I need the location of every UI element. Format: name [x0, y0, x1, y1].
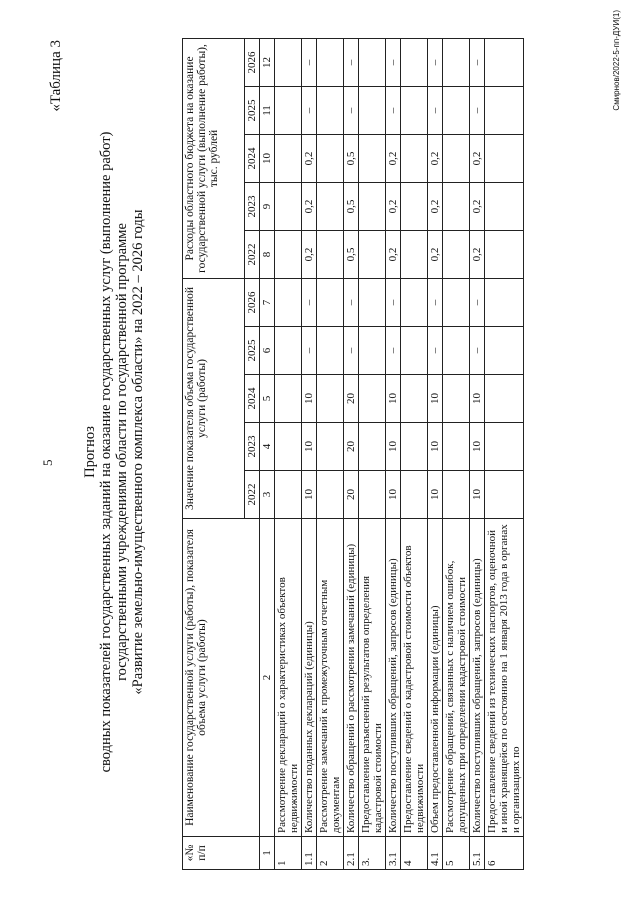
indicator-value: 10: [428, 423, 443, 471]
indicator-value: [401, 423, 428, 471]
expense-value: 0,2: [302, 230, 317, 278]
column-index: 11: [260, 86, 275, 134]
expense-value: 0,2: [428, 230, 443, 278]
table-row: [344, 38, 359, 869]
indicator-value: –: [344, 327, 359, 375]
row-name: Количество поданных деклараций (единицы): [302, 519, 317, 837]
expense-value: [317, 182, 344, 230]
indicator-value: 10: [386, 423, 401, 471]
expense-value: 0,5: [344, 182, 359, 230]
heading-line: «Развитие земельно-имущественного комплекса области» на 2022 – 2026 годы: [130, 209, 146, 695]
table-row: [401, 38, 428, 869]
expense-value: 0,2: [470, 182, 485, 230]
column-index: 3: [260, 471, 275, 519]
expense-value: 0,2: [386, 182, 401, 230]
row-name: Количество обращений о рассмотрении замечаний (единицы): [344, 519, 359, 837]
expense-value: –: [302, 38, 317, 86]
indicator-value: 10: [302, 375, 317, 423]
table-row: [470, 38, 485, 869]
expense-value: 0,2: [386, 230, 401, 278]
expense-value: [443, 86, 470, 134]
row-name: Объем предоставленной информации (единицы): [428, 519, 443, 837]
expense-value: –: [470, 86, 485, 134]
expense-value: [401, 182, 428, 230]
col-header-indicator: Значение показателя объема государственной услуги (работы): [183, 278, 245, 518]
indicator-value: [485, 375, 524, 423]
expense-value: [443, 230, 470, 278]
expense-value: [485, 230, 524, 278]
index-row: [260, 38, 275, 869]
row-number: 5: [443, 837, 470, 870]
indicator-value: 20: [344, 375, 359, 423]
expense-value: [443, 38, 470, 86]
expense-value: 0,5: [344, 230, 359, 278]
indicator-value: [443, 278, 470, 326]
expense-value: [317, 38, 344, 86]
indicator-value: 20: [344, 423, 359, 471]
indicator-value: –: [470, 278, 485, 326]
indicator-value: [401, 471, 428, 519]
expense-value: [401, 86, 428, 134]
table-row: [443, 38, 470, 869]
column-index: 8: [260, 230, 275, 278]
year-header: 2023: [245, 182, 260, 230]
indicator-value: [317, 327, 344, 375]
indicator-value: [485, 278, 524, 326]
table-row: [359, 38, 386, 869]
column-index: 6: [260, 327, 275, 375]
indicator-value: 10: [302, 471, 317, 519]
indicator-value: –: [344, 278, 359, 326]
indicator-value: [485, 423, 524, 471]
expense-value: [359, 230, 386, 278]
expense-value: –: [344, 38, 359, 86]
indicator-value: [485, 327, 524, 375]
indicator-value: [359, 471, 386, 519]
expense-value: [443, 134, 470, 182]
expense-value: [317, 230, 344, 278]
column-index: 9: [260, 182, 275, 230]
indicator-value: [443, 375, 470, 423]
row-number: 3.: [359, 837, 386, 870]
expense-value: [401, 38, 428, 86]
expense-value: [485, 182, 524, 230]
expense-value: [275, 182, 302, 230]
indicator-value: [359, 327, 386, 375]
row-name: Предоставление сведений из технических паспортов, оценочной и иной хранящейся по состоянию на 1 января 2013 года в органах и организациях по: [485, 519, 524, 837]
indicator-value: 20: [344, 471, 359, 519]
indicator-value: [275, 327, 302, 375]
indicator-value: [359, 375, 386, 423]
indicator-value: [401, 278, 428, 326]
expense-value: [401, 230, 428, 278]
expense-value: –: [386, 38, 401, 86]
indicator-value: [275, 471, 302, 519]
indicator-value: [401, 375, 428, 423]
table-row: [485, 38, 524, 869]
indicator-value: [275, 423, 302, 471]
indicator-value: [275, 278, 302, 326]
year-header: 2022: [245, 230, 260, 278]
indicator-value: –: [470, 327, 485, 375]
page-number: 5: [40, 459, 55, 466]
expense-value: –: [386, 86, 401, 134]
expense-value: 0,2: [302, 134, 317, 182]
indicator-value: –: [428, 278, 443, 326]
row-name: Рассмотрение деклараций о характеристиках объектов недвижимости: [275, 519, 302, 837]
year-header: 2024: [245, 134, 260, 182]
row-number: 1: [275, 837, 302, 870]
column-index: 2: [260, 519, 275, 837]
expense-value: –: [428, 38, 443, 86]
indicator-value: [443, 327, 470, 375]
indicator-value: 10: [386, 375, 401, 423]
row-number: 4: [401, 837, 428, 870]
document-heading: [82, 102, 146, 802]
expense-value: [359, 38, 386, 86]
expense-value: [485, 38, 524, 86]
indicator-value: 10: [470, 375, 485, 423]
table-row: [317, 38, 344, 869]
expense-value: 0,2: [386, 134, 401, 182]
indicator-value: –: [302, 327, 317, 375]
forecast-table: [182, 38, 524, 870]
expense-value: [359, 182, 386, 230]
expense-value: [401, 134, 428, 182]
indicator-value: 10: [428, 375, 443, 423]
expense-value: [317, 86, 344, 134]
year-header: 2025: [245, 86, 260, 134]
column-index: 1: [260, 837, 275, 870]
expense-value: 0,2: [302, 182, 317, 230]
indicator-value: [317, 375, 344, 423]
indicator-value: 10: [386, 471, 401, 519]
indicator-value: [443, 423, 470, 471]
expense-value: [485, 86, 524, 134]
year-header: 2026: [245, 278, 260, 326]
row-number: 4.1: [428, 837, 443, 870]
indicator-value: [401, 327, 428, 375]
table-row: [302, 38, 317, 869]
indicator-value: [443, 471, 470, 519]
indicator-value: [317, 423, 344, 471]
indicator-value: 10: [470, 423, 485, 471]
year-header: 2023: [245, 423, 260, 471]
expense-value: 0,2: [428, 134, 443, 182]
expense-value: –: [428, 86, 443, 134]
column-index: 10: [260, 134, 275, 182]
expense-value: [359, 134, 386, 182]
expense-value: –: [470, 38, 485, 86]
heading-line: Прогноз: [82, 426, 98, 478]
row-name: Рассмотрение замечаний к промежуточным отчетным документам: [317, 519, 344, 837]
column-index: 7: [260, 278, 275, 326]
year-header: 2024: [245, 375, 260, 423]
column-index: 4: [260, 423, 275, 471]
row-name: Рассмотрение обращений, связанных с наличием ошибок, допущенных при определении кадастровой стоимости: [443, 519, 470, 837]
expense-value: [485, 134, 524, 182]
expense-value: 0,2: [428, 182, 443, 230]
table-body: [275, 38, 524, 869]
expense-value: [317, 134, 344, 182]
column-index: 5: [260, 375, 275, 423]
table-row: [386, 38, 401, 869]
expense-value: 0,5: [344, 134, 359, 182]
indicator-value: 10: [302, 423, 317, 471]
indicator-value: [359, 423, 386, 471]
expense-value: [275, 86, 302, 134]
expense-value: 0,2: [470, 134, 485, 182]
row-number: 6: [485, 837, 524, 870]
row-number: 1.1: [302, 837, 317, 870]
indicator-value: –: [386, 278, 401, 326]
indicator-value: 10: [428, 471, 443, 519]
column-index: 12: [260, 38, 275, 86]
row-number: 3.1: [386, 837, 401, 870]
table-row: [275, 38, 302, 869]
year-header: 2026: [245, 38, 260, 86]
col-header-expense: Расходы областного бюджета на оказание государственной услуги (выполнение работы), тыс. рублей: [183, 38, 245, 278]
expense-value: [443, 182, 470, 230]
expense-value: [275, 230, 302, 278]
year-header: 2025: [245, 327, 260, 375]
footer-code: Смирнов/2022-5-пп-ДУИ(1): [612, 10, 621, 111]
row-name: Количество поступивших обращений, запросов (единицы): [386, 519, 401, 837]
expense-value: –: [302, 86, 317, 134]
row-number: 2: [317, 837, 344, 870]
indicator-value: –: [428, 327, 443, 375]
indicator-value: [317, 278, 344, 326]
indicator-value: [485, 471, 524, 519]
expense-value: –: [344, 86, 359, 134]
table-row: [428, 38, 443, 869]
indicator-value: [359, 278, 386, 326]
heading-line: сводных показателей государственных заданий на оказание государственных услуг (выполнение работ): [98, 131, 114, 773]
expense-value: 0,2: [470, 230, 485, 278]
row-name: Предоставление сведений о кадастровой стоимости объектов недвижимости: [401, 519, 428, 837]
expense-value: [275, 134, 302, 182]
row-number: 2.1: [344, 837, 359, 870]
col-header-name: Наименование государственной услуги (работы), показателя объема услуги (работы): [183, 519, 260, 837]
row-name: Количество поступивших обращений, запросов (единицы): [470, 519, 485, 837]
table-label: «Таблица 3: [48, 40, 64, 112]
heading-line: государственными учреждениями области по государственной программе: [114, 223, 130, 681]
indicator-value: [275, 375, 302, 423]
indicator-value: –: [302, 278, 317, 326]
indicator-value: [317, 471, 344, 519]
row-number: 5.1: [470, 837, 485, 870]
indicator-value: –: [386, 327, 401, 375]
year-header: 2022: [245, 471, 260, 519]
row-name: Предоставление разъяснений результатов определения кадастровой стоимости: [359, 519, 386, 837]
expense-value: [275, 38, 302, 86]
expense-value: [359, 86, 386, 134]
col-header-num: «№ п/п: [183, 837, 260, 870]
indicator-value: 10: [470, 471, 485, 519]
